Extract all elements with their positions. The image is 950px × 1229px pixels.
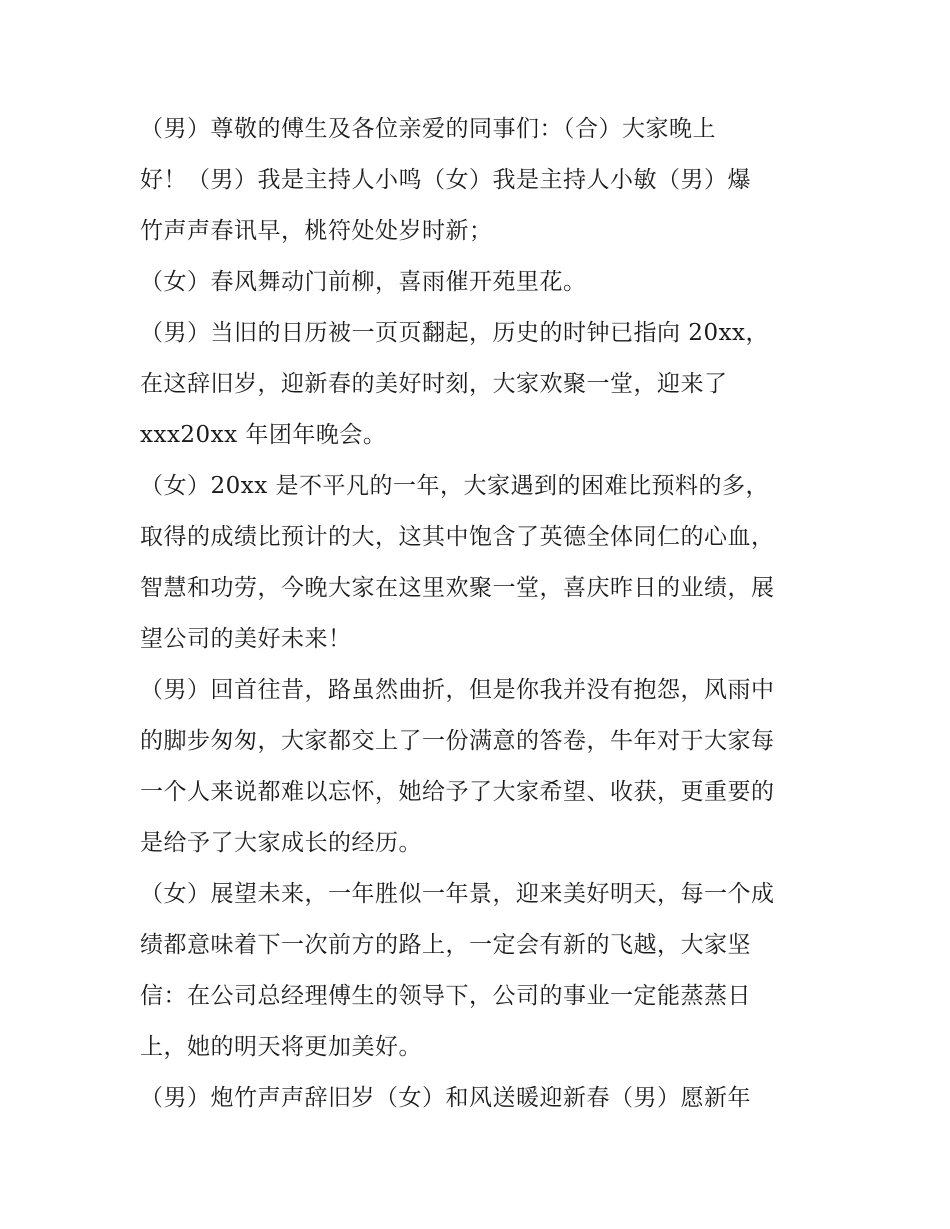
text-line: （男）尊敬的傅生及各位亲爱的同事们：（合）大家晚上: [140, 116, 716, 142]
text-line: xxx20xx 年团年晚会。: [140, 422, 387, 448]
text-line: （男）当旧的日历被一页页翻起，历史的时钟已指向 20xx，: [140, 320, 770, 346]
text-line: （女）春风舞动门前柳，喜雨催开苑里花。: [140, 269, 587, 295]
text-line: 信：在公司总经理傅生的领导下，公司的事业一定能蒸蒸日: [140, 983, 751, 1009]
text-line: 望公司的美好未来！: [140, 626, 352, 652]
text-line: 是给予了大家成长的经历。: [140, 830, 422, 856]
text-line: 上，她的明天将更加美好。: [140, 1034, 422, 1060]
text-line: 绩都意味着下一次前方的路上，一定会有新的飞越，大家坚: [140, 932, 751, 958]
document-body: [140, 104, 820, 1124]
text-line: 竹声声春讯早，桃符处处岁时新；: [140, 218, 493, 244]
text-line: （男）回首往昔，路虽然曲折，但是你我并没有抱怨，风雨中: [140, 677, 775, 703]
text-line: （女）20xx 是不平凡的一年，大家遇到的困难比预料的多，: [140, 473, 770, 499]
text-line: 在这辞旧岁，迎新春的美好时刻，大家欢聚一堂，迎来了: [140, 371, 728, 397]
text-line: （男）炮竹声声辞旧岁（女）和风送暖迎新春（男）愿新年: [140, 1085, 751, 1111]
text-line: （女）展望未来，一年胜似一年景，迎来美好明天，每一个成: [140, 881, 775, 907]
text-line: 好！（男）我是主持人小鸣（女）我是主持人小敏（男）爆: [140, 167, 751, 193]
text-line: 一个人来说都难以忘怀，她给予了大家希望、收获，更重要的: [140, 779, 775, 805]
text-line: 的脚步匆匆，大家都交上了一份满意的答卷，牛年对于大家每: [140, 728, 775, 754]
text-line: 取得的成绩比预计的大，这其中饱含了英德全体同仁的心血，: [140, 524, 775, 550]
text-line: 智慧和功劳，今晚大家在这里欢聚一堂，喜庆昨日的业绩，展: [140, 575, 775, 601]
